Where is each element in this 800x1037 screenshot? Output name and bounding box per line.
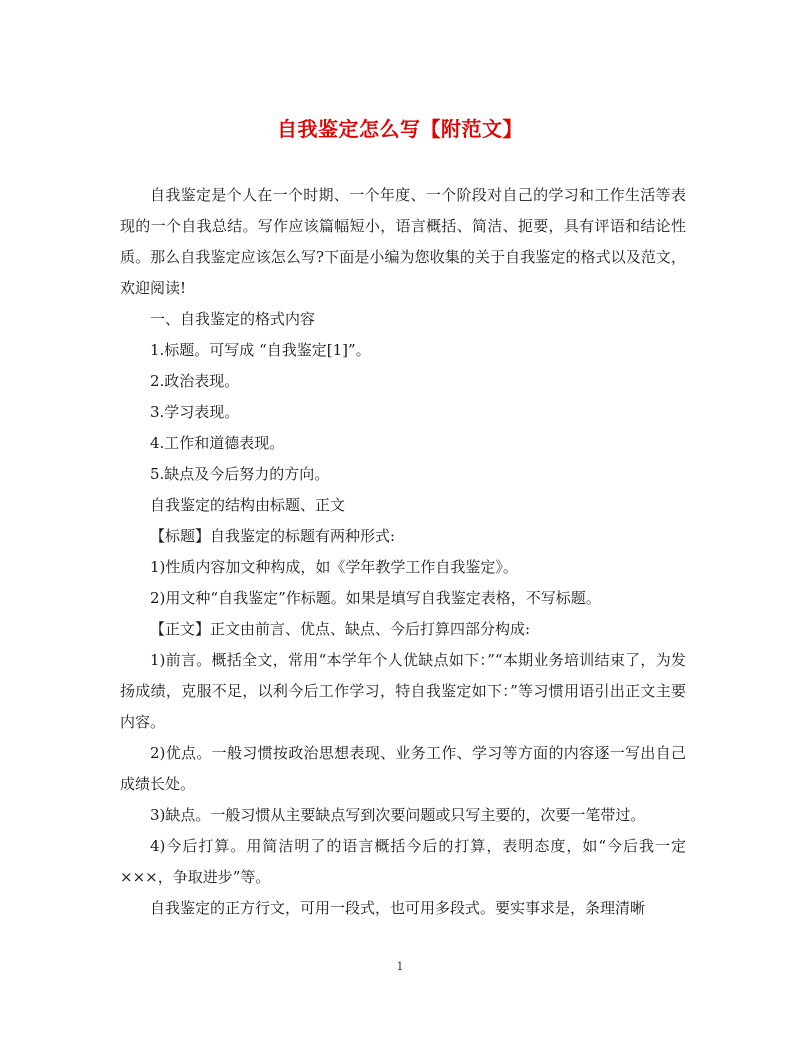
closing-paragraph: 自我鉴定的正方行文，可用一段式，也可用多段式。要实事求是，条理清晰 <box>150 899 646 917</box>
format-item-4: 4.工作和道德表现。 <box>150 434 285 452</box>
document-body <box>120 180 686 924</box>
page-number: 1 <box>396 960 404 973</box>
title-forms-heading: 【标题】自我鉴定的标题有两种形式: <box>150 527 396 545</box>
structure-line: 自我鉴定的结构由标题、正文 <box>150 496 346 514</box>
body-part-strengths: 2)优点。一般习惯按政治思想表现、业务工作、学习等方面的内容逐一写出自己成绩长处。 <box>120 744 686 793</box>
format-item-5: 5.缺点及今后努力的方向。 <box>150 465 330 483</box>
intro-paragraph: 自我鉴定是个人在一个时期、一个年度、一个阶段对自己的学习和工作生活等表现的一个自我总结。写作应该篇幅短小，语言概括、简洁、扼要，具有评语和结论性质。那么自我鉴定应该怎么写?下面是小编为您收集的关于自我鉴定的格式以及范文，欢迎阅读! <box>120 186 686 297</box>
body-heading: 【正文】正文由前言、优点、缺点、今后打算四部分构成: <box>150 620 531 638</box>
body-part-plans: 4)今后打算。用简洁明了的语言概括今后的打算，表明态度，如“今后我一定×××，争取进步”等。 <box>120 837 686 886</box>
title-form-1: 1)性质内容加文种构成，如《学年教学工作自我鉴定》。 <box>150 558 518 576</box>
body-part-weaknesses: 3)缺点。一般习惯从主要缺点写到次要问题或只写主要的，次要一笔带过。 <box>150 806 646 824</box>
title-form-2: 2)用文种“自我鉴定”作标题。如果是填写自我鉴定表格，不写标题。 <box>150 589 601 607</box>
format-item-3: 3.学习表现。 <box>150 403 240 421</box>
body-part-preface: 1)前言。概括全文，常用“本学年个人优缺点如下：”“本期业务培训结束了，为发扬成绩，克服不足，以利今后工作学习，特自我鉴定如下：”等习惯用语引出正文主要内容。 <box>120 651 686 731</box>
format-item-1: 1.标题。可写成 “自我鉴定[1]”。 <box>150 341 371 359</box>
format-item-2: 2.政治表现。 <box>150 372 240 390</box>
document-title: 自我鉴定怎么写【附范文】 <box>277 117 523 141</box>
section-heading: 一、自我鉴定的格式内容 <box>150 310 316 328</box>
